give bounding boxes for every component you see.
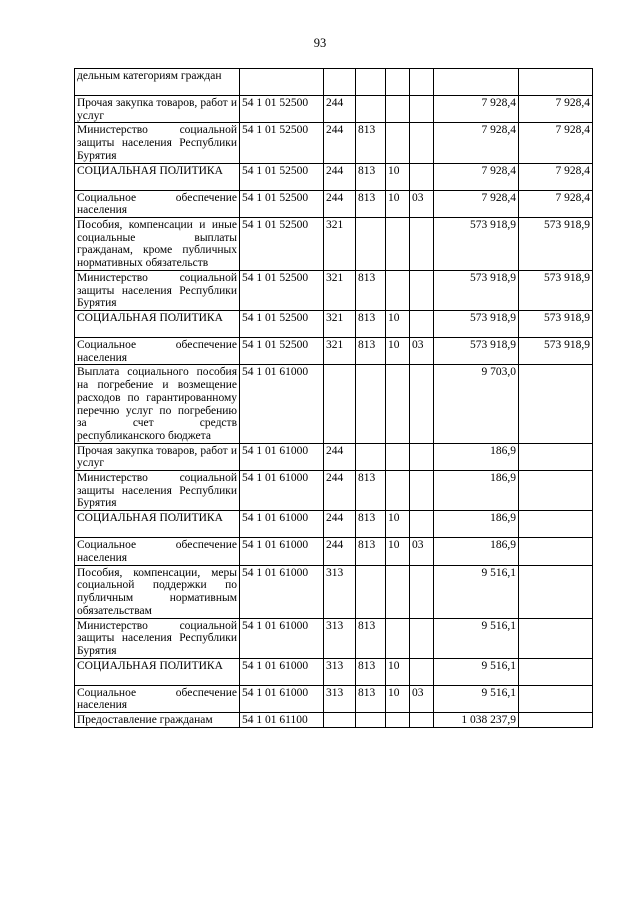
administrator-code-cell: [356, 443, 386, 470]
administrator-code-cell: 813: [356, 163, 386, 190]
table-row: [75, 190, 593, 217]
table-row: [75, 338, 593, 365]
row-name-cell: СОЦИАЛЬНАЯ ПОЛИТИКА: [75, 163, 240, 190]
section-code-cell: [386, 217, 410, 270]
row-name-cell: Социальное обеспечение населения: [75, 685, 240, 712]
row-name-cell: СОЦИАЛЬНАЯ ПОЛИТИКА: [75, 311, 240, 338]
administrator-code-cell: 813: [356, 685, 386, 712]
row-name-cell: дельным категориям граждан: [75, 69, 240, 96]
target-article-cell: 54 1 01 52500: [240, 270, 324, 310]
row-name-cell: Министерство социальной защиты населения Республики Бурятия: [75, 270, 240, 310]
administrator-code-cell: 813: [356, 311, 386, 338]
amount-cell-2: [519, 69, 593, 96]
amount-cell-1: 9 516,1: [434, 565, 519, 618]
expense-type-cell: [324, 365, 356, 443]
row-name-cell: Пособия, компенсации, меры социальной поддержки по публичным нормативным обязательствам: [75, 565, 240, 618]
administrator-code-cell: [356, 217, 386, 270]
amount-cell-1: 9 703,0: [434, 365, 519, 443]
administrator-code-cell: 813: [356, 471, 386, 511]
row-name-cell: Министерство социальной защиты населения Республики Бурятия: [75, 471, 240, 511]
expense-type-cell: 321: [324, 217, 356, 270]
expense-type-cell: 244: [324, 471, 356, 511]
section-code-cell: 10: [386, 190, 410, 217]
expense-type-cell: 321: [324, 270, 356, 310]
table-body: [75, 69, 593, 728]
table-row: [75, 685, 593, 712]
amount-cell-2: [519, 618, 593, 658]
amount-cell-1: 573 918,9: [434, 311, 519, 338]
subsection-code-cell: 03: [410, 190, 434, 217]
amount-cell-2: [519, 365, 593, 443]
section-code-cell: [386, 565, 410, 618]
table-row: [75, 565, 593, 618]
expense-type-cell: 244: [324, 163, 356, 190]
section-code-cell: 10: [386, 511, 410, 538]
target-article-cell: 54 1 01 52500: [240, 190, 324, 217]
amount-cell-1: 573 918,9: [434, 270, 519, 310]
amount-cell-1: 9 516,1: [434, 685, 519, 712]
table-row: [75, 618, 593, 658]
amount-cell-2: [519, 685, 593, 712]
target-article-cell: 54 1 01 61000: [240, 658, 324, 685]
amount-cell-2: [519, 713, 593, 728]
row-name-cell: Социальное обеспечение населения: [75, 338, 240, 365]
administrator-code-cell: 813: [356, 511, 386, 538]
amount-cell-1: 1 038 237,9: [434, 713, 519, 728]
amount-cell-2: 7 928,4: [519, 96, 593, 123]
amount-cell-1: 7 928,4: [434, 96, 519, 123]
expense-type-cell: [324, 69, 356, 96]
section-code-cell: 10: [386, 685, 410, 712]
amount-cell-2: 573 918,9: [519, 338, 593, 365]
row-name-cell: Министерство социальной защиты населения Республики Бурятия: [75, 618, 240, 658]
administrator-code-cell: [356, 96, 386, 123]
amount-cell-2: 573 918,9: [519, 217, 593, 270]
amount-cell-2: [519, 565, 593, 618]
table-row: [75, 96, 593, 123]
amount-cell-1: 9 516,1: [434, 618, 519, 658]
target-article-cell: 54 1 01 61000: [240, 565, 324, 618]
table-row: [75, 69, 593, 96]
administrator-code-cell: 813: [356, 618, 386, 658]
expense-type-cell: 244: [324, 443, 356, 470]
amount-cell-2: 7 928,4: [519, 190, 593, 217]
table-row: [75, 123, 593, 163]
subsection-code-cell: [410, 618, 434, 658]
subsection-code-cell: 03: [410, 685, 434, 712]
section-code-cell: [386, 365, 410, 443]
expense-type-cell: 321: [324, 338, 356, 365]
expense-type-cell: 244: [324, 538, 356, 565]
administrator-code-cell: 813: [356, 123, 386, 163]
table-row: [75, 713, 593, 728]
section-code-cell: [386, 713, 410, 728]
administrator-code-cell: 813: [356, 190, 386, 217]
subsection-code-cell: [410, 311, 434, 338]
subsection-code-cell: 03: [410, 338, 434, 365]
subsection-code-cell: [410, 96, 434, 123]
row-name-cell: Выплата социального пособия на погребение и возмещение расходов по гарантированному перечню услуг по погребению за счет средств республиканского бюджета: [75, 365, 240, 443]
section-code-cell: [386, 443, 410, 470]
section-code-cell: [386, 270, 410, 310]
table-row: [75, 311, 593, 338]
amount-cell-1: 573 918,9: [434, 217, 519, 270]
target-article-cell: 54 1 01 61000: [240, 471, 324, 511]
administrator-code-cell: 813: [356, 538, 386, 565]
administrator-code-cell: 813: [356, 338, 386, 365]
row-name-cell: Пособия, компенсации и иные социальные выплаты гражданам, кроме публичных нормативных обязательств: [75, 217, 240, 270]
administrator-code-cell: [356, 69, 386, 96]
amount-cell-1: 186,9: [434, 443, 519, 470]
expense-type-cell: 244: [324, 511, 356, 538]
amount-cell-1: 7 928,4: [434, 163, 519, 190]
administrator-code-cell: [356, 713, 386, 728]
amount-cell-1: 186,9: [434, 511, 519, 538]
amount-cell-1: 7 928,4: [434, 190, 519, 217]
amount-cell-2: [519, 443, 593, 470]
row-name-cell: СОЦИАЛЬНАЯ ПОЛИТИКА: [75, 511, 240, 538]
subsection-code-cell: [410, 443, 434, 470]
subsection-code-cell: [410, 163, 434, 190]
amount-cell-2: 7 928,4: [519, 123, 593, 163]
section-code-cell: [386, 471, 410, 511]
row-name-cell: Министерство социальной защиты населения Республики Бурятия: [75, 123, 240, 163]
target-article-cell: 54 1 01 61100: [240, 713, 324, 728]
section-code-cell: [386, 96, 410, 123]
amount-cell-1: 186,9: [434, 471, 519, 511]
row-name-cell: Социальное обеспечение населения: [75, 190, 240, 217]
subsection-code-cell: [410, 365, 434, 443]
table-row: [75, 270, 593, 310]
target-article-cell: 54 1 01 61000: [240, 443, 324, 470]
subsection-code-cell: [410, 123, 434, 163]
page-number: 93: [313, 36, 327, 50]
target-article-cell: 54 1 01 52500: [240, 217, 324, 270]
administrator-code-cell: 813: [356, 270, 386, 310]
subsection-code-cell: [410, 270, 434, 310]
expense-type-cell: 321: [324, 311, 356, 338]
target-article-cell: 54 1 01 61000: [240, 618, 324, 658]
subsection-code-cell: [410, 471, 434, 511]
section-code-cell: 10: [386, 338, 410, 365]
subsection-code-cell: [410, 713, 434, 728]
target-article-cell: 54 1 01 52500: [240, 311, 324, 338]
row-name-cell: Прочая закупка товаров, работ и услуг: [75, 96, 240, 123]
table-row: [75, 511, 593, 538]
subsection-code-cell: [410, 511, 434, 538]
expense-type-cell: 313: [324, 685, 356, 712]
expense-type-cell: 313: [324, 658, 356, 685]
target-article-cell: 54 1 01 52500: [240, 163, 324, 190]
section-code-cell: 10: [386, 538, 410, 565]
section-code-cell: [386, 69, 410, 96]
row-name-cell: Предоставление гражданам: [75, 713, 240, 728]
target-article-cell: 54 1 01 52500: [240, 338, 324, 365]
administrator-code-cell: [356, 365, 386, 443]
expense-type-cell: 244: [324, 123, 356, 163]
target-article-cell: 54 1 01 52500: [240, 123, 324, 163]
amount-cell-2: 573 918,9: [519, 270, 593, 310]
section-code-cell: 10: [386, 311, 410, 338]
table-row: [75, 658, 593, 685]
target-article-cell: [240, 69, 324, 96]
table-row: [75, 471, 593, 511]
table-row: [75, 538, 593, 565]
target-article-cell: 54 1 01 52500: [240, 96, 324, 123]
expense-type-cell: 313: [324, 565, 356, 618]
section-code-cell: [386, 123, 410, 163]
amount-cell-2: 573 918,9: [519, 311, 593, 338]
amount-cell-1: 7 928,4: [434, 123, 519, 163]
expense-type-cell: 244: [324, 96, 356, 123]
amount-cell-1: 186,9: [434, 538, 519, 565]
expense-type-cell: 313: [324, 618, 356, 658]
amount-cell-1: 573 918,9: [434, 338, 519, 365]
row-name-cell: Социальное обеспечение населения: [75, 538, 240, 565]
amount-cell-2: [519, 471, 593, 511]
subsection-code-cell: [410, 658, 434, 685]
section-code-cell: [386, 618, 410, 658]
subsection-code-cell: [410, 217, 434, 270]
table-row: [75, 217, 593, 270]
amount-cell-2: [519, 538, 593, 565]
administrator-code-cell: 813: [356, 658, 386, 685]
target-article-cell: 54 1 01 61000: [240, 685, 324, 712]
target-article-cell: 54 1 01 61000: [240, 538, 324, 565]
amount-cell-2: 7 928,4: [519, 163, 593, 190]
amount-cell-2: [519, 658, 593, 685]
section-code-cell: 10: [386, 658, 410, 685]
section-code-cell: 10: [386, 163, 410, 190]
row-name-cell: Прочая закупка товаров, работ и услуг: [75, 443, 240, 470]
row-name-cell: СОЦИАЛЬНАЯ ПОЛИТИКА: [75, 658, 240, 685]
table-row: [75, 365, 593, 443]
budget-table: [74, 68, 593, 728]
expense-type-cell: [324, 713, 356, 728]
table-row: [75, 163, 593, 190]
amount-cell-1: 9 516,1: [434, 658, 519, 685]
expense-type-cell: 244: [324, 190, 356, 217]
administrator-code-cell: [356, 565, 386, 618]
subsection-code-cell: [410, 69, 434, 96]
subsection-code-cell: [410, 565, 434, 618]
target-article-cell: 54 1 01 61000: [240, 365, 324, 443]
amount-cell-1: [434, 69, 519, 96]
subsection-code-cell: 03: [410, 538, 434, 565]
target-article-cell: 54 1 01 61000: [240, 511, 324, 538]
table-row: [75, 443, 593, 470]
amount-cell-2: [519, 511, 593, 538]
